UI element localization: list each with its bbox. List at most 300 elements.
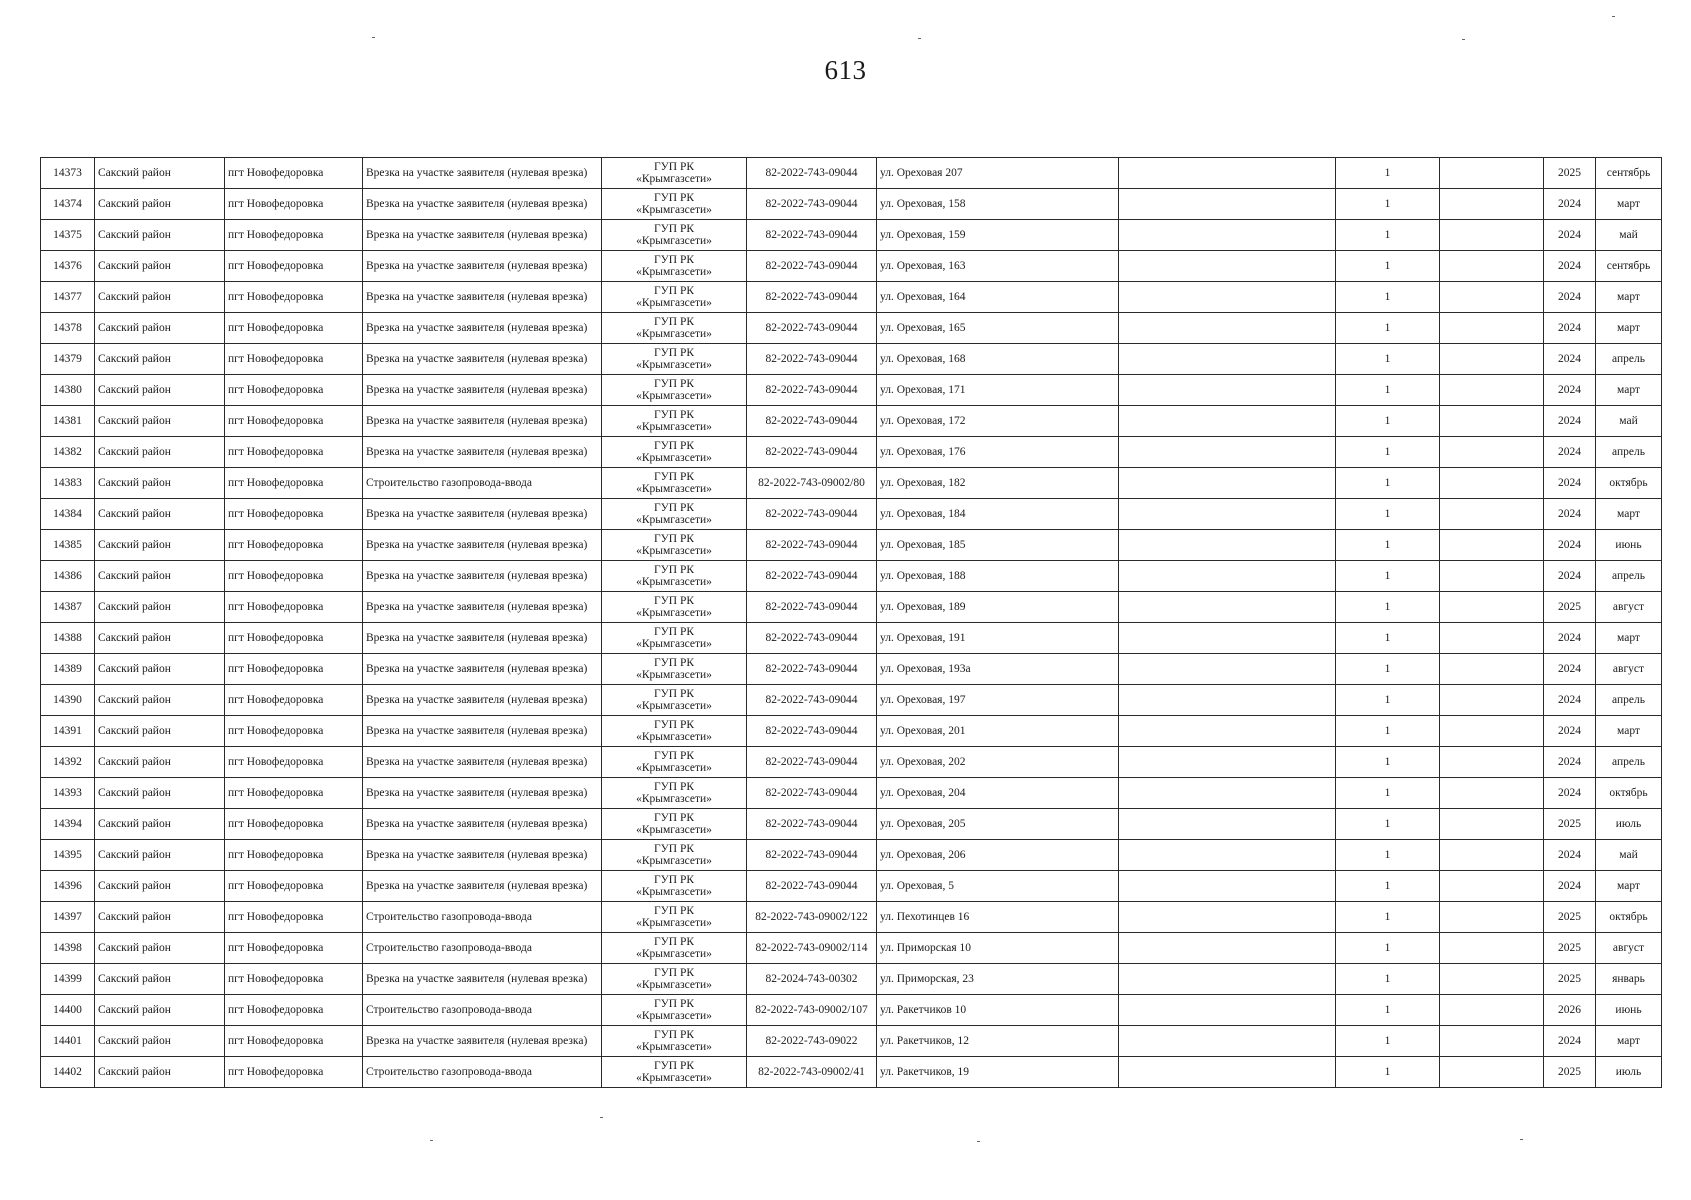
district-cell: Сакский район (95, 282, 225, 313)
month-cell: июль (1596, 1057, 1662, 1088)
organization-cell (602, 623, 747, 654)
work-type-cell: Строительство газопровода-ввода (363, 1057, 602, 1088)
organization-cell (602, 809, 747, 840)
address-cell: ул. Ореховая, 197 (877, 685, 1119, 716)
contract-number-cell: 82-2022-743-09044 (747, 313, 877, 344)
row-number: 14375 (41, 220, 95, 251)
contract-number-cell: 82-2022-743-09002/114 (747, 933, 877, 964)
work-type-cell: Врезка на участке заявителя (нулевая врезка) (363, 778, 602, 809)
organization-line-1: ГУП РК (653, 378, 695, 390)
organization-cell (602, 158, 747, 189)
row-number: 14373 (41, 158, 95, 189)
month-cell: октябрь (1596, 468, 1662, 499)
year-cell: 2026 (1544, 995, 1596, 1026)
district-cell: Сакский район (95, 840, 225, 871)
row-number: 14389 (41, 654, 95, 685)
quantity-cell: 1 (1336, 561, 1440, 592)
year-cell: 2024 (1544, 313, 1596, 344)
blank-cell (1440, 530, 1544, 561)
quantity-cell: 1 (1336, 902, 1440, 933)
address-cell: ул. Ракетчиков, 19 (877, 1057, 1119, 1088)
table-row (41, 716, 1662, 747)
organization-line-2: «Крымгазсети» (636, 607, 712, 619)
organization-line-1: ГУП РК (653, 781, 695, 793)
blank-cell (1440, 1057, 1544, 1088)
table-row (41, 437, 1662, 468)
organization-line-2: «Крымгазсети» (636, 483, 712, 495)
organization-line-2: «Крымгазсети» (636, 173, 712, 185)
district-cell: Сакский район (95, 747, 225, 778)
address-cell: ул. Ореховая, 188 (877, 561, 1119, 592)
blank-cell (1440, 375, 1544, 406)
address-cell: ул. Ореховая, 202 (877, 747, 1119, 778)
organization-cell (602, 933, 747, 964)
table-row (41, 654, 1662, 685)
row-number: 14374 (41, 189, 95, 220)
settlement-cell: пгт Новофедоровка (225, 561, 363, 592)
contract-number-cell: 82-2022-743-09044 (747, 499, 877, 530)
district-cell: Сакский район (95, 933, 225, 964)
work-type-cell: Врезка на участке заявителя (нулевая врезка) (363, 871, 602, 902)
blank-cell (1119, 964, 1336, 995)
address-cell: ул. Приморская, 23 (877, 964, 1119, 995)
work-type-cell: Строительство газопровода-ввода (363, 995, 602, 1026)
table-row (41, 561, 1662, 592)
settlement-cell: пгт Новофедоровка (225, 1026, 363, 1057)
address-cell: ул. Ореховая, 176 (877, 437, 1119, 468)
organization-cell (602, 499, 747, 530)
organization-line-2: «Крымгазсети» (636, 917, 712, 929)
blank-cell (1119, 995, 1336, 1026)
address-cell: ул. Ореховая, 185 (877, 530, 1119, 561)
organization-cell (602, 716, 747, 747)
blank-cell (1440, 220, 1544, 251)
organization-line-1: ГУП РК (653, 874, 695, 886)
settlement-cell: пгт Новофедоровка (225, 530, 363, 561)
quantity-cell: 1 (1336, 468, 1440, 499)
organization-line-2: «Крымгазсети» (636, 855, 712, 867)
organization-line-2: «Крымгазсети» (636, 545, 712, 557)
blank-cell (1119, 592, 1336, 623)
organization-cell (602, 251, 747, 282)
table-row (41, 995, 1662, 1026)
blank-cell (1440, 499, 1544, 530)
organization-cell (602, 902, 747, 933)
district-cell: Сакский район (95, 685, 225, 716)
settlement-cell: пгт Новофедоровка (225, 344, 363, 375)
organization-cell (602, 778, 747, 809)
month-cell: август (1596, 933, 1662, 964)
row-number: 14381 (41, 406, 95, 437)
organization-cell (602, 964, 747, 995)
year-cell: 2024 (1544, 189, 1596, 220)
work-type-cell: Врезка на участке заявителя (нулевая врезка) (363, 344, 602, 375)
year-cell: 2025 (1544, 902, 1596, 933)
blank-cell (1440, 189, 1544, 220)
work-type-cell: Врезка на участке заявителя (нулевая врезка) (363, 375, 602, 406)
blank-cell (1440, 1026, 1544, 1057)
work-type-cell: Строительство газопровода-ввода (363, 468, 602, 499)
address-cell: ул. Ореховая, 171 (877, 375, 1119, 406)
organization-cell (602, 406, 747, 437)
table-row (41, 747, 1662, 778)
quantity-cell: 1 (1336, 1057, 1440, 1088)
row-number: 14383 (41, 468, 95, 499)
district-cell: Сакский район (95, 1026, 225, 1057)
blank-cell (1119, 747, 1336, 778)
year-cell: 2024 (1544, 654, 1596, 685)
blank-cell (1119, 654, 1336, 685)
contract-number-cell: 82-2022-743-09044 (747, 158, 877, 189)
month-cell: март (1596, 499, 1662, 530)
scan-speck (977, 1141, 980, 1142)
organization-line-1: ГУП РК (653, 502, 695, 514)
address-cell: ул. Ореховая, 5 (877, 871, 1119, 902)
organization-line-1: ГУП РК (653, 254, 695, 266)
table-row (41, 499, 1662, 530)
quantity-cell: 1 (1336, 437, 1440, 468)
year-cell: 2024 (1544, 344, 1596, 375)
district-cell: Сакский район (95, 778, 225, 809)
row-number: 14380 (41, 375, 95, 406)
address-cell: ул. Ореховая, 164 (877, 282, 1119, 313)
scan-speck (918, 38, 921, 39)
quantity-cell: 1 (1336, 313, 1440, 344)
contract-number-cell: 82-2022-743-09044 (747, 344, 877, 375)
year-cell: 2024 (1544, 282, 1596, 313)
organization-line-2: «Крымгазсети» (636, 421, 712, 433)
table-row (41, 902, 1662, 933)
address-cell: ул. Ореховая, 163 (877, 251, 1119, 282)
scan-speck (430, 1140, 433, 1141)
organization-line-1: ГУП РК (653, 998, 695, 1010)
contract-number-cell: 82-2022-743-09044 (747, 623, 877, 654)
month-cell: сентябрь (1596, 158, 1662, 189)
month-cell: март (1596, 313, 1662, 344)
table-row (41, 871, 1662, 902)
row-number: 14394 (41, 809, 95, 840)
district-cell: Сакский район (95, 530, 225, 561)
table-row (41, 251, 1662, 282)
settlement-cell: пгт Новофедоровка (225, 902, 363, 933)
quantity-cell: 1 (1336, 716, 1440, 747)
organization-line-1: ГУП РК (653, 409, 695, 421)
address-cell: ул. Ракетчиков 10 (877, 995, 1119, 1026)
year-cell: 2024 (1544, 871, 1596, 902)
organization-line-1: ГУП РК (653, 843, 695, 855)
organization-line-2: «Крымгазсети» (636, 359, 712, 371)
organization-cell (602, 189, 747, 220)
organization-cell (602, 871, 747, 902)
organization-line-1: ГУП РК (653, 1029, 695, 1041)
quantity-cell: 1 (1336, 778, 1440, 809)
settlement-cell: пгт Новофедоровка (225, 282, 363, 313)
row-number: 14385 (41, 530, 95, 561)
blank-cell (1119, 1026, 1336, 1057)
contract-number-cell: 82-2024-743-00302 (747, 964, 877, 995)
organization-line-1: ГУП РК (653, 905, 695, 917)
contract-number-cell: 82-2022-743-09044 (747, 561, 877, 592)
settlement-cell: пгт Новофедоровка (225, 995, 363, 1026)
organization-line-1: ГУП РК (653, 440, 695, 452)
settlement-cell: пгт Новофедоровка (225, 871, 363, 902)
work-type-cell: Врезка на участке заявителя (нулевая врезка) (363, 592, 602, 623)
month-cell: сентябрь (1596, 251, 1662, 282)
month-cell: март (1596, 282, 1662, 313)
work-type-cell: Врезка на участке заявителя (нулевая врезка) (363, 716, 602, 747)
quantity-cell: 1 (1336, 406, 1440, 437)
blank-cell (1119, 685, 1336, 716)
row-number: 14390 (41, 685, 95, 716)
month-cell: май (1596, 220, 1662, 251)
year-cell: 2024 (1544, 406, 1596, 437)
blank-cell (1440, 747, 1544, 778)
year-cell: 2024 (1544, 220, 1596, 251)
work-type-cell: Врезка на участке заявителя (нулевая врезка) (363, 158, 602, 189)
table-row (41, 592, 1662, 623)
organization-line-1: ГУП РК (653, 688, 695, 700)
work-type-cell: Врезка на участке заявителя (нулевая врезка) (363, 530, 602, 561)
settlement-cell: пгт Новофедоровка (225, 685, 363, 716)
organization-line-1: ГУП РК (653, 223, 695, 235)
district-cell: Сакский район (95, 902, 225, 933)
year-cell: 2024 (1544, 747, 1596, 778)
organization-cell (602, 437, 747, 468)
row-number: 14399 (41, 964, 95, 995)
contract-number-cell: 82-2022-743-09044 (747, 220, 877, 251)
row-number: 14396 (41, 871, 95, 902)
address-cell: ул. Ореховая, 193а (877, 654, 1119, 685)
blank-cell (1440, 406, 1544, 437)
organization-cell (602, 1026, 747, 1057)
month-cell: июнь (1596, 530, 1662, 561)
address-cell: ул. Ореховая, 159 (877, 220, 1119, 251)
quantity-cell: 1 (1336, 282, 1440, 313)
settlement-cell: пгт Новофедоровка (225, 375, 363, 406)
settlement-cell: пгт Новофедоровка (225, 158, 363, 189)
blank-cell (1119, 871, 1336, 902)
row-number: 14397 (41, 902, 95, 933)
organization-line-2: «Крымгазсети» (636, 824, 712, 836)
page-number: 613 (824, 55, 867, 85)
year-cell: 2025 (1544, 809, 1596, 840)
blank-cell (1119, 840, 1336, 871)
blank-cell (1119, 902, 1336, 933)
address-cell: ул. Ореховая, 158 (877, 189, 1119, 220)
blank-cell (1440, 685, 1544, 716)
blank-cell (1440, 871, 1544, 902)
month-cell: апрель (1596, 344, 1662, 375)
table-row (41, 530, 1662, 561)
quantity-cell: 1 (1336, 530, 1440, 561)
scan-speck (372, 37, 375, 38)
blank-cell (1440, 933, 1544, 964)
table-row (41, 406, 1662, 437)
work-type-cell: Строительство газопровода-ввода (363, 933, 602, 964)
month-cell: март (1596, 623, 1662, 654)
blank-cell (1119, 344, 1336, 375)
month-cell: октябрь (1596, 778, 1662, 809)
work-type-cell: Врезка на участке заявителя (нулевая врезка) (363, 964, 602, 995)
quantity-cell: 1 (1336, 685, 1440, 716)
registry-table (40, 157, 1662, 1088)
contract-number-cell: 82-2022-743-09002/80 (747, 468, 877, 499)
month-cell: март (1596, 1026, 1662, 1057)
blank-cell (1119, 313, 1336, 344)
district-cell: Сакский район (95, 220, 225, 251)
contract-number-cell: 82-2022-743-09044 (747, 406, 877, 437)
organization-line-2: «Крымгазсети» (636, 731, 712, 743)
organization-line-2: «Крымгазсети» (636, 1072, 712, 1084)
settlement-cell: пгт Новофедоровка (225, 251, 363, 282)
blank-cell (1440, 313, 1544, 344)
district-cell: Сакский район (95, 189, 225, 220)
blank-cell (1119, 623, 1336, 654)
address-cell: ул. Ореховая, 205 (877, 809, 1119, 840)
contract-number-cell: 82-2022-743-09002/122 (747, 902, 877, 933)
organization-line-2: «Крымгазсети» (636, 886, 712, 898)
organization-line-2: «Крымгазсети» (636, 979, 712, 991)
table-row (41, 685, 1662, 716)
blank-cell (1440, 902, 1544, 933)
year-cell: 2024 (1544, 499, 1596, 530)
month-cell: август (1596, 654, 1662, 685)
organization-line-1: ГУП РК (653, 719, 695, 731)
blank-cell (1119, 375, 1336, 406)
month-cell: март (1596, 375, 1662, 406)
blank-cell (1440, 840, 1544, 871)
organization-cell (602, 468, 747, 499)
quantity-cell: 1 (1336, 220, 1440, 251)
settlement-cell: пгт Новофедоровка (225, 654, 363, 685)
year-cell: 2025 (1544, 158, 1596, 189)
organization-cell (602, 592, 747, 623)
month-cell: август (1596, 592, 1662, 623)
organization-cell (602, 282, 747, 313)
contract-number-cell: 82-2022-743-09044 (747, 437, 877, 468)
month-cell: март (1596, 871, 1662, 902)
blank-cell (1119, 561, 1336, 592)
work-type-cell: Врезка на участке заявителя (нулевая врезка) (363, 623, 602, 654)
row-number: 14392 (41, 747, 95, 778)
settlement-cell: пгт Новофедоровка (225, 964, 363, 995)
year-cell: 2025 (1544, 592, 1596, 623)
district-cell: Сакский район (95, 1057, 225, 1088)
month-cell: апрель (1596, 685, 1662, 716)
table-row (41, 1057, 1662, 1088)
month-cell: март (1596, 716, 1662, 747)
row-number: 14401 (41, 1026, 95, 1057)
contract-number-cell: 82-2022-743-09002/41 (747, 1057, 877, 1088)
settlement-cell: пгт Новофедоровка (225, 809, 363, 840)
scan-speck (1612, 16, 1615, 17)
year-cell: 2025 (1544, 964, 1596, 995)
settlement-cell: пгт Новофедоровка (225, 592, 363, 623)
table-row (41, 344, 1662, 375)
blank-cell (1440, 964, 1544, 995)
quantity-cell: 1 (1336, 1026, 1440, 1057)
contract-number-cell: 82-2022-743-09044 (747, 840, 877, 871)
blank-cell (1440, 158, 1544, 189)
address-cell: ул. Приморская 10 (877, 933, 1119, 964)
organization-line-2: «Крымгазсети» (636, 638, 712, 650)
year-cell: 2024 (1544, 437, 1596, 468)
work-type-cell: Врезка на участке заявителя (нулевая врезка) (363, 499, 602, 530)
blank-cell (1440, 623, 1544, 654)
organization-cell (602, 375, 747, 406)
settlement-cell: пгт Новофедоровка (225, 437, 363, 468)
table-row (41, 964, 1662, 995)
blank-cell (1119, 809, 1336, 840)
row-number: 14382 (41, 437, 95, 468)
district-cell: Сакский район (95, 344, 225, 375)
settlement-cell: пгт Новофедоровка (225, 747, 363, 778)
work-type-cell: Врезка на участке заявителя (нулевая врезка) (363, 313, 602, 344)
blank-cell (1440, 716, 1544, 747)
district-cell: Сакский район (95, 809, 225, 840)
organization-line-2: «Крымгазсети» (636, 762, 712, 774)
row-number: 14379 (41, 344, 95, 375)
settlement-cell: пгт Новофедоровка (225, 220, 363, 251)
row-number: 14386 (41, 561, 95, 592)
quantity-cell: 1 (1336, 871, 1440, 902)
organization-line-2: «Крымгазсети» (636, 948, 712, 960)
quantity-cell: 1 (1336, 933, 1440, 964)
year-cell: 2024 (1544, 561, 1596, 592)
contract-number-cell: 82-2022-743-09044 (747, 530, 877, 561)
blank-cell (1440, 251, 1544, 282)
year-cell: 2024 (1544, 623, 1596, 654)
table-row (41, 189, 1662, 220)
organization-line-1: ГУП РК (653, 626, 695, 638)
table-row (41, 220, 1662, 251)
contract-number-cell: 82-2022-743-09044 (747, 778, 877, 809)
contract-number-cell: 82-2022-743-09022 (747, 1026, 877, 1057)
contract-number-cell: 82-2022-743-09044 (747, 685, 877, 716)
work-type-cell: Врезка на участке заявителя (нулевая врезка) (363, 220, 602, 251)
blank-cell (1440, 995, 1544, 1026)
contract-number-cell: 82-2022-743-09044 (747, 251, 877, 282)
district-cell: Сакский район (95, 251, 225, 282)
address-cell: ул. Ореховая, 165 (877, 313, 1119, 344)
quantity-cell: 1 (1336, 809, 1440, 840)
work-type-cell: Врезка на участке заявителя (нулевая врезка) (363, 189, 602, 220)
organization-line-1: ГУП РК (653, 192, 695, 204)
organization-cell (602, 530, 747, 561)
year-cell: 2024 (1544, 778, 1596, 809)
organization-line-1: ГУП РК (653, 967, 695, 979)
year-cell: 2024 (1544, 251, 1596, 282)
blank-cell (1119, 220, 1336, 251)
district-cell: Сакский район (95, 716, 225, 747)
organization-line-1: ГУП РК (653, 564, 695, 576)
settlement-cell: пгт Новофедоровка (225, 933, 363, 964)
organization-cell (602, 313, 747, 344)
organization-line-2: «Крымгазсети» (636, 328, 712, 340)
table-row (41, 158, 1662, 189)
work-type-cell: Врезка на участке заявителя (нулевая врезка) (363, 840, 602, 871)
year-cell: 2025 (1544, 933, 1596, 964)
row-number: 14398 (41, 933, 95, 964)
work-type-cell: Врезка на участке заявителя (нулевая врезка) (363, 809, 602, 840)
year-cell: 2024 (1544, 716, 1596, 747)
blank-cell (1119, 499, 1336, 530)
district-cell: Сакский район (95, 995, 225, 1026)
organization-line-2: «Крымгазсети» (636, 235, 712, 247)
month-cell: январь (1596, 964, 1662, 995)
table-row (41, 282, 1662, 313)
district-cell: Сакский район (95, 313, 225, 344)
